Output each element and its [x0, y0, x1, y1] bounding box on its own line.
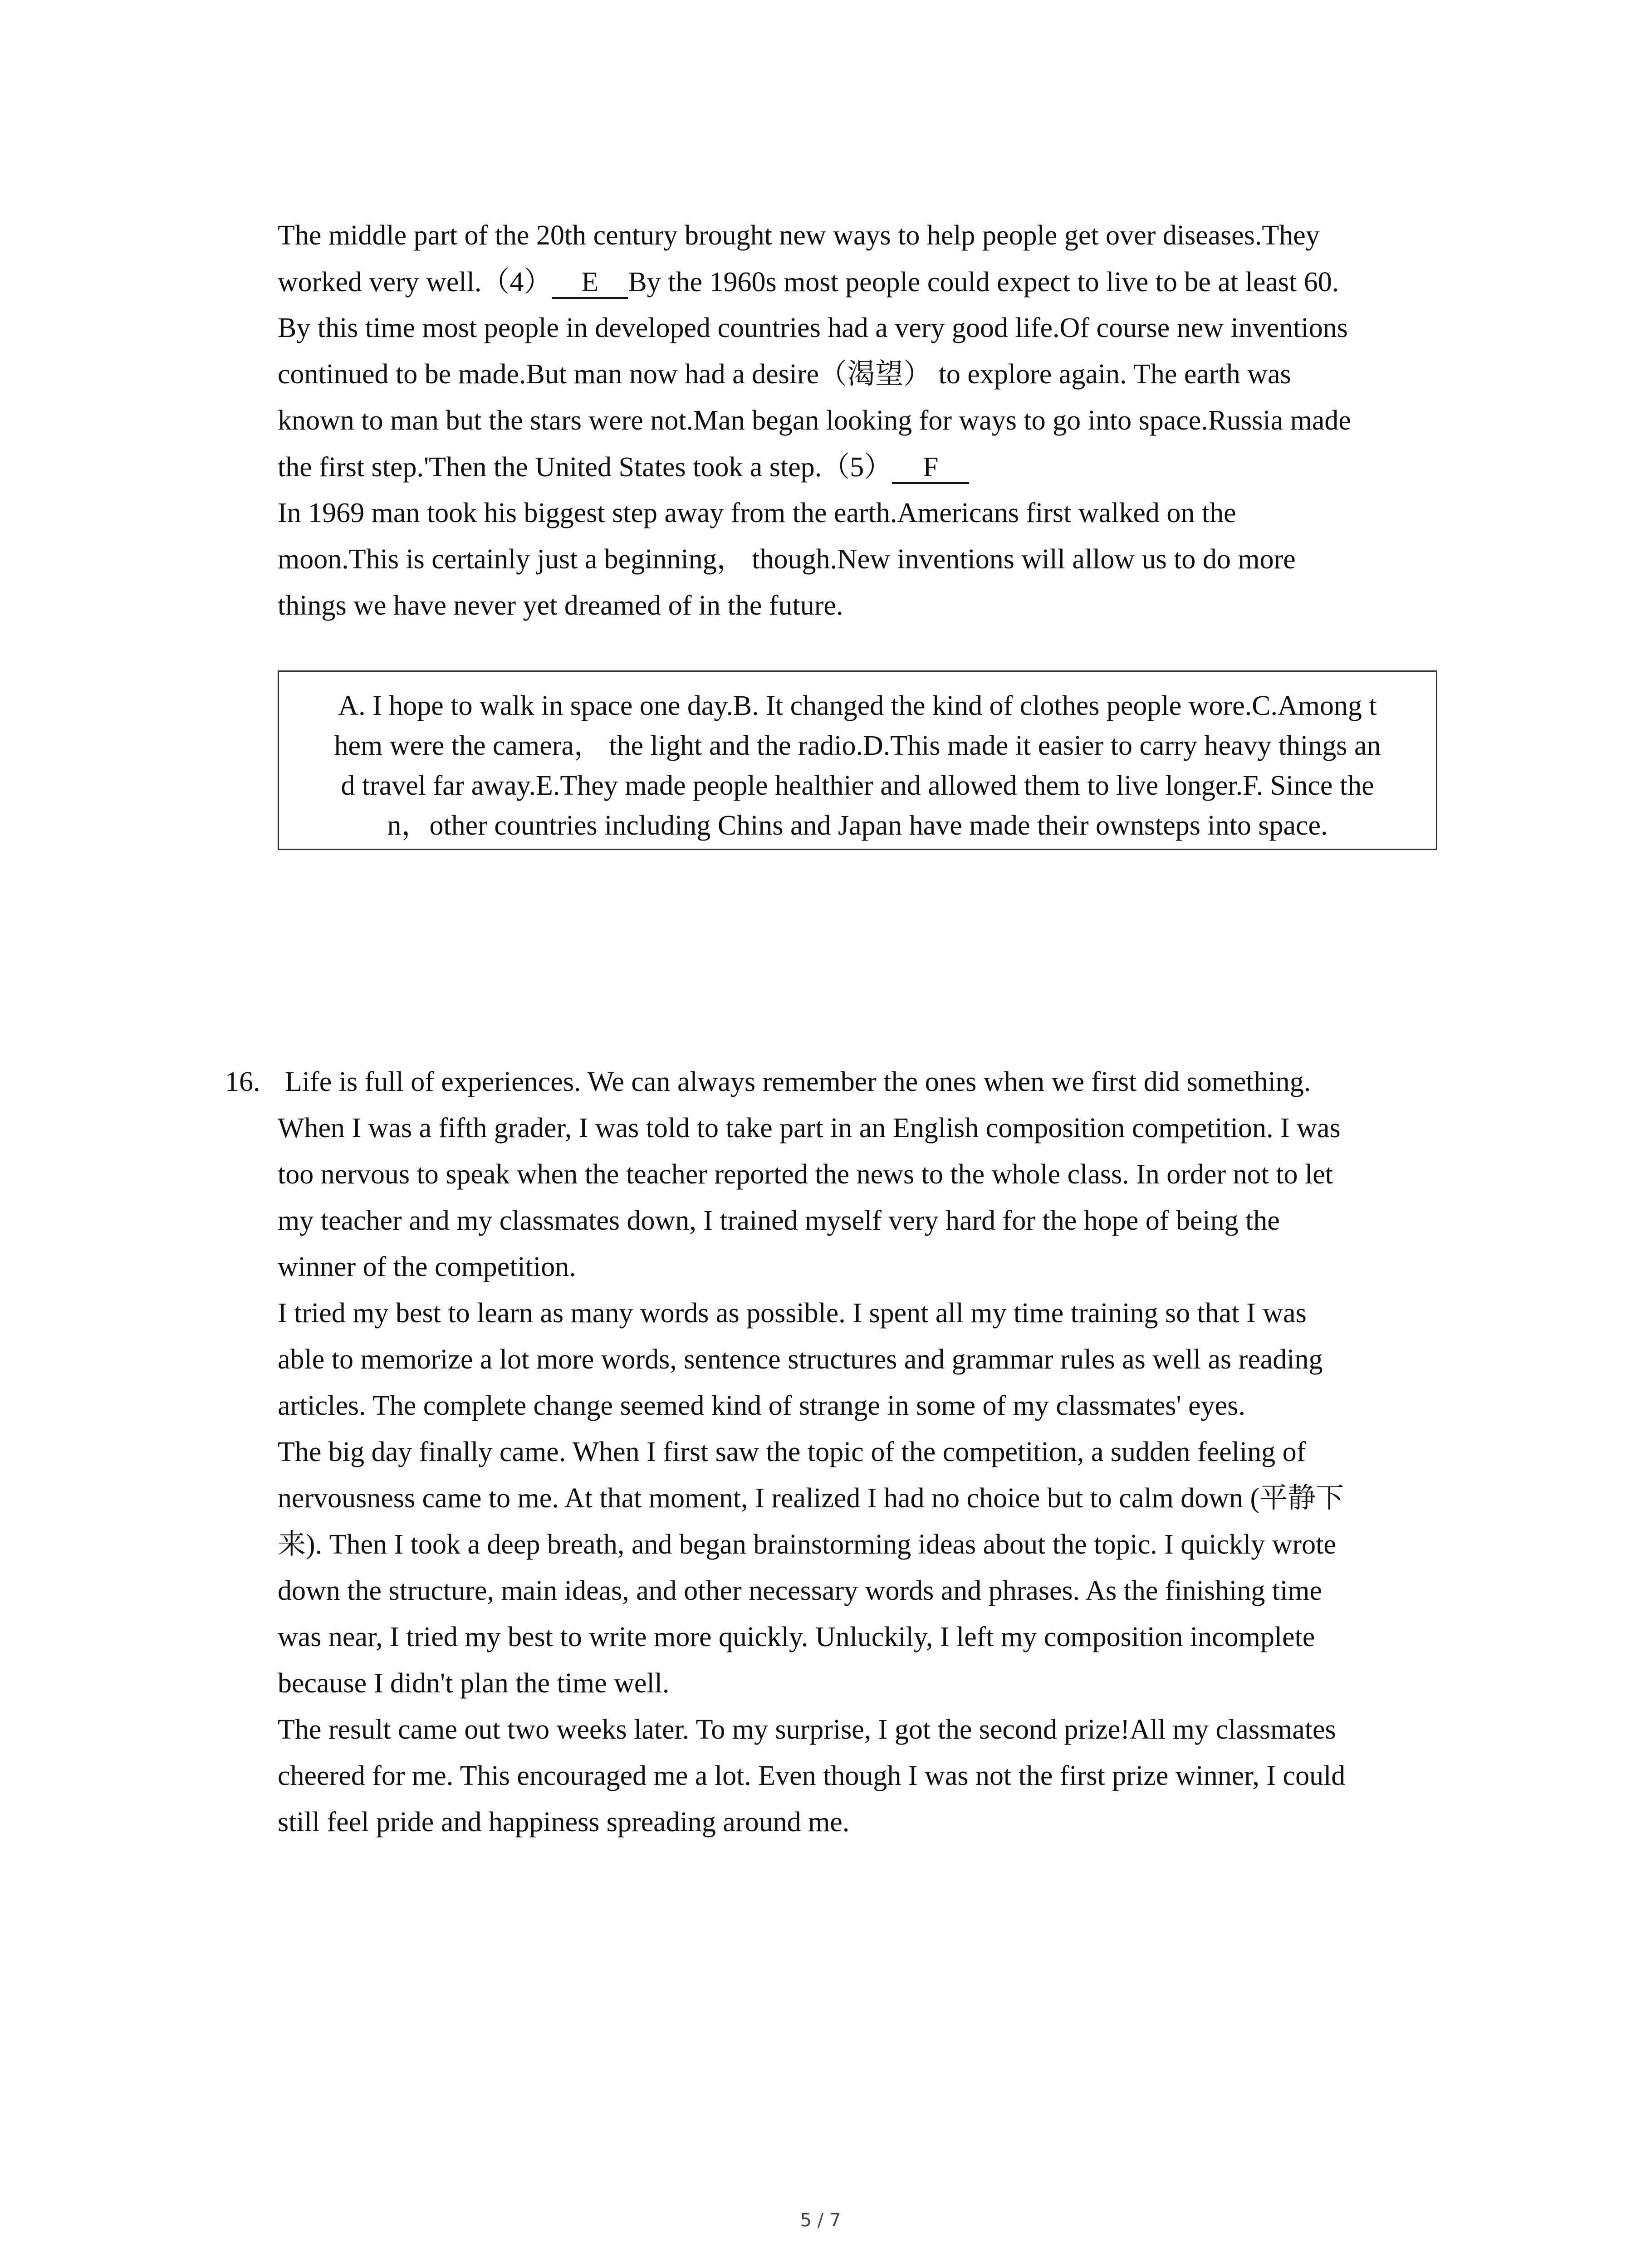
options-line: d travel far away.E.They made people healthier and allowed them to live longer.F. Since the — [341, 770, 1374, 801]
q16-line: was near, I tried my best to write more quickly. Unluckily, I left my composition incomplete — [278, 1622, 1315, 1652]
passage-line-with-blank-5 — [278, 453, 969, 484]
passage-text: worked very well.（4） — [278, 267, 552, 298]
q16-line: cheered for me. This encouraged me a lot. Even though I was not the first prize winner, I could — [278, 1760, 1346, 1791]
options-line: A. I hope to walk in space one day.B. It changed the kind of clothes people wore.C.Among t — [338, 690, 1377, 721]
q16-line: 来). Then I took a deep breath, and began brainstorming ideas about the topic. I quickly wrote — [278, 1529, 1336, 1560]
passage-line: By this time most people in developed countries had a very good life.Of course new inventions — [278, 313, 1348, 343]
passage-line: things we have never yet dreamed of in the future. — [278, 590, 843, 621]
q16-line: down the structure, main ideas, and other necessary words and phrases. As the finishing time — [278, 1575, 1323, 1606]
q16-line: I tried my best to learn as many words as possible. I spent all my time training so that I was — [278, 1298, 1307, 1329]
q16-line: too nervous to speak when the teacher reported the news to the whole class. In order not to let — [278, 1159, 1333, 1190]
passage-line: moon.This is certainly just a beginning， though.New inventions will allow us to do more — [278, 544, 1296, 575]
q16-line: nervousness came to me. At that moment, I realized I had no choice but to calm down (平静下 — [278, 1483, 1344, 1514]
q16-line: my teacher and my classmates down, I trained myself very hard for the hope of being the — [278, 1205, 1280, 1236]
passage-line: The middle part of the 20th century brought new ways to help people get over diseases.They — [278, 220, 1320, 251]
passage-line: known to man but the stars were not.Man began looking for ways to go into space.Russia made — [278, 405, 1351, 436]
q16-line: winner of the competition. — [278, 1251, 576, 1282]
q16-line: able to memorize a lot more words, sentence structures and grammar rules as well as reading — [278, 1344, 1323, 1375]
passage-text: By the 1960s most people could expect to live to be at least 60. — [628, 267, 1339, 298]
question-number: 16. — [225, 1066, 260, 1097]
passage-line: continued to be made.But man now had a desire（渴望） to explore again. The earth was — [278, 359, 1291, 390]
q16-line: because I didn't plan the time well. — [278, 1668, 670, 1699]
q16-line: The result came out two weeks later. To my surprise, I got the second prize!All my classmates — [278, 1714, 1336, 1745]
passage-text: the first step.'Then the United States took a step.（5） — [278, 452, 892, 483]
q16-line: still feel pride and happiness spreading around me. — [278, 1807, 850, 1838]
page-indicator: 5 / 7 — [800, 2210, 841, 2231]
passage-line: In 1969 man took his biggest step away from the earth.Americans first walked on the — [278, 498, 1236, 528]
options-line: hem were the camera， the light and the radio.D.This made it easier to carry heavy things an — [334, 730, 1381, 761]
answer-blank-5: F — [892, 453, 969, 484]
q16-line: When I was a fifth grader, I was told to take part in an English composition competition. I was — [278, 1113, 1341, 1144]
q16-line: articles. The complete change seemed kind of strange in some of my classmates' eyes. — [278, 1390, 1245, 1421]
passage-line-with-blank-4 — [278, 268, 1339, 299]
q16-line: Life is full of experiences. We can always remember the ones when we first did something. — [285, 1066, 1311, 1097]
q16-line: The big day finally came. When I first saw the topic of the competition, a sudden feeling of — [278, 1437, 1306, 1467]
answer-options-box — [278, 670, 1437, 850]
options-line: n，other countries including Chins and Japan have made their ownsteps into space. — [387, 810, 1328, 841]
answer-blank-4: E — [552, 268, 628, 299]
